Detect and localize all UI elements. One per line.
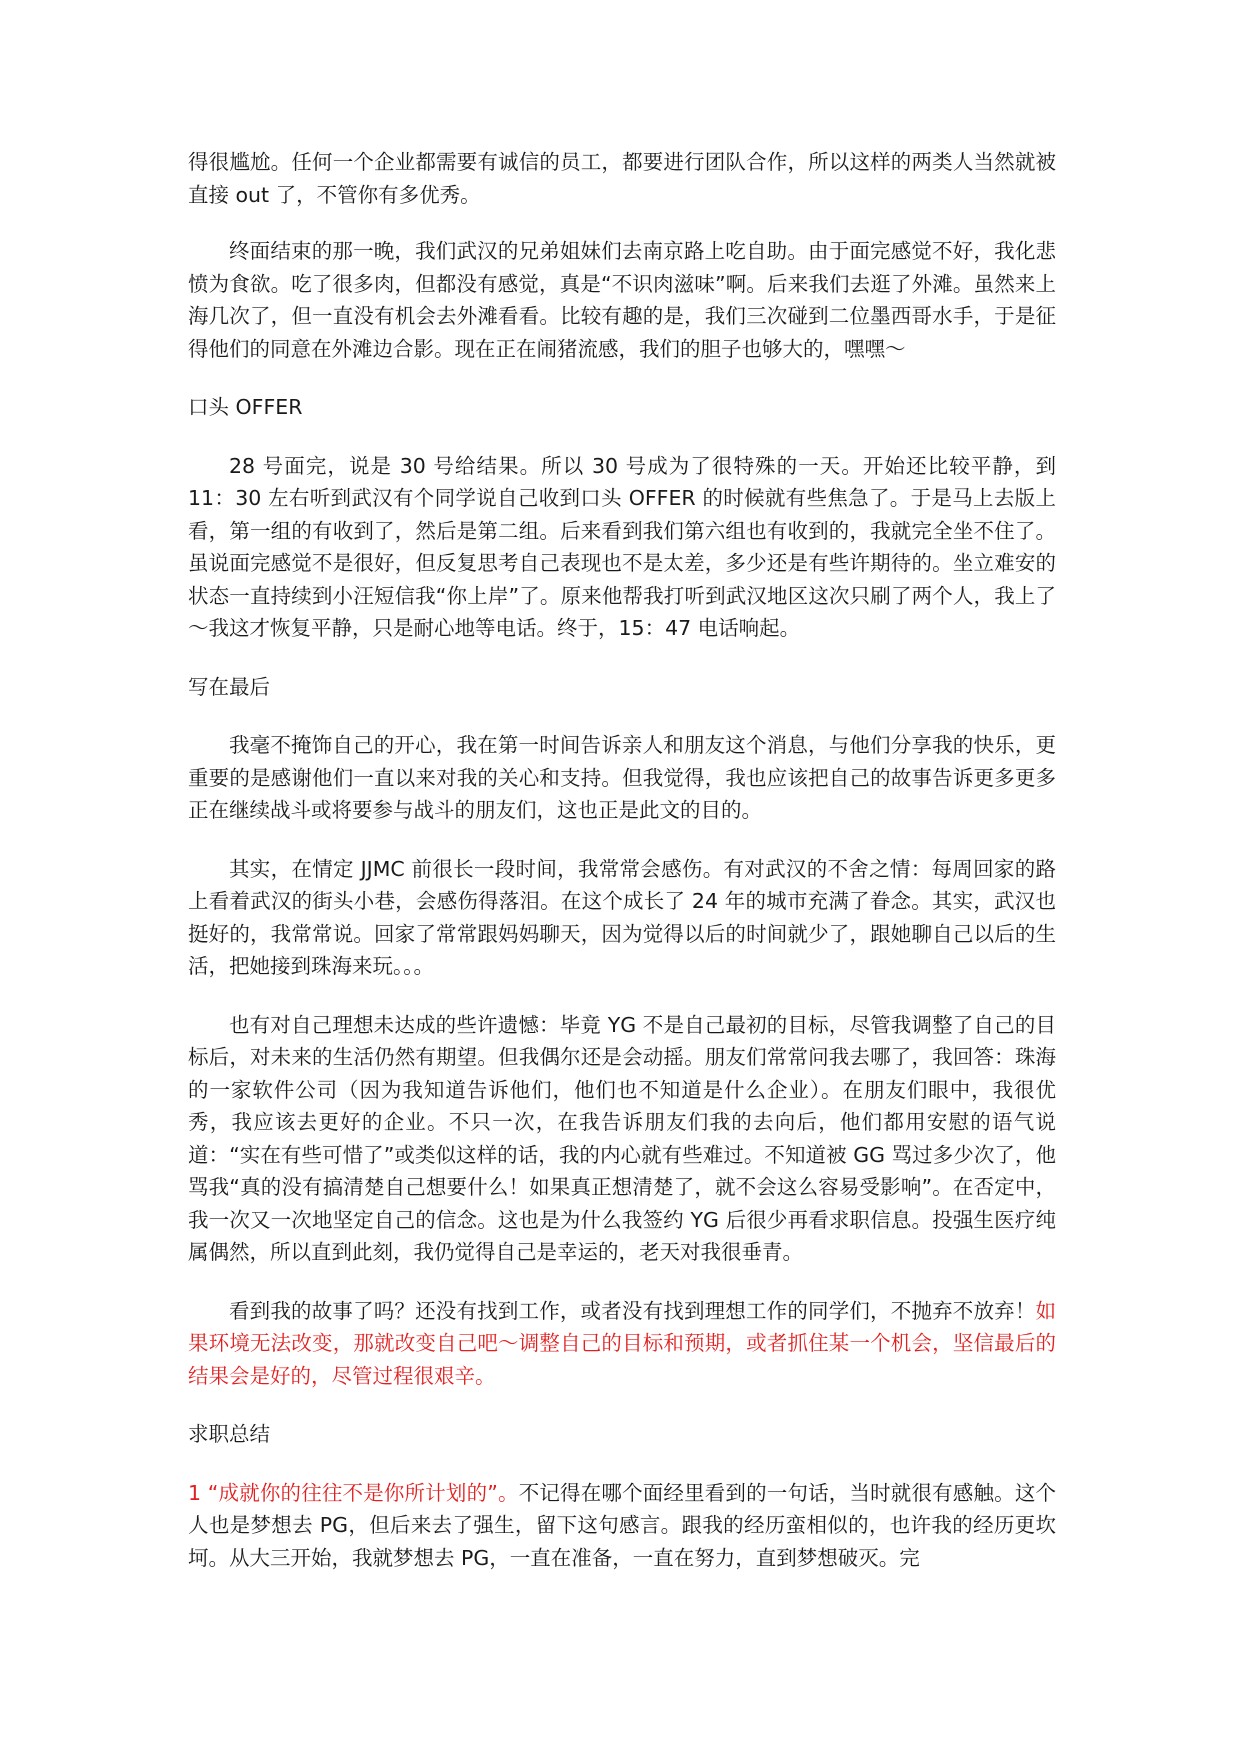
- paragraph-regrets: 也有对自己理想未达成的些许遗憾：毕竟 YG 不是自己最初的目标，尽管我调整了自己的目标后，对未来的生活仍然有期望。但我偶尔还是会动摇。朋友们常常问我去哪了，我回答：珠海的一家软件公司（因为我知道告诉他们，他们也不知道是什么企业）。在朋友们眼中，我很优秀，我应该去更好的企业。不只一次，在我告诉朋友们我的去向后，他们都用安慰的语气说道：“实在有些可惜了”或类似这样的话，我的内心就有些难过。不知道被 GG 骂过多少次了，他骂我“真的没有搞清楚自己想要什么！如果真正想清楚了，就不会这么容易受影响”。在否定中，我一次又一次地坚定自己的信念。这也是为什么我签约 YG 后很少再看求职信息。投强生医疗纯属偶然，所以直到此刻，我仍觉得自己是幸运的，老天对我很垂青。: [188, 1012, 1056, 1264]
- summary-text: 不记得在哪个面经里看到的一句话，当时就很有感触。这个人也是梦想去 PG，但后来去了强生，留下这句感言。跟我的经历蛮相似的，也许我的经历更坎坷。从大三开始，我就梦想去 PG，一直在准备，一直在努力，直到梦想破灭。完: [188, 1480, 1056, 1570]
- section-heading-job-summary: 求职总结: [188, 1422, 270, 1446]
- document-page: [188, 146, 1056, 1574]
- section-heading-closing: 写在最后: [188, 674, 270, 699]
- paragraph-sharing-joy: 我毫不掩饰自己的开心，我在第一时间告诉亲人和朋友这个消息，与他们分享我的快乐，更重要的是感谢他们一直以来对我的关心和支持。但我觉得，我也应该把自己的故事告诉更多更多正在继续战斗或将要参与战斗的朋友们，这也正是此文的目的。: [188, 733, 1056, 822]
- paragraph-encouragement: [188, 1295, 1056, 1393]
- encouragement-text: 看到我的故事了吗？还没有找到工作，或者没有找到理想工作的同学们，不抛弃不放弃！: [229, 1298, 1036, 1323]
- paragraph-integrity: 得很尴尬。任何一个企业都需要有诚信的员工，都要进行团队合作，所以这样的两类人当然就被直接 out 了，不管你有多优秀。: [188, 150, 1056, 207]
- paragraph-offer-day: 28 号面完，说是 30 号给结果。所以 30 号成为了很特殊的一天。开始还比较平静，到 11：30 左右听到武汉有个同学说自己收到口头 OFFER 的时候就有些焦急了。于是马上去版上看，第一组的有收到了，然后是第二组。后来看到我们第六组也有收到的，我就完全坐不住了。虽说面完感觉不是很好，但反复思考自己表现也不是太差，多少还是有些许期待的。坐立难安的状态一直持续到小汪短信我“你上岸”了。原来他帮我打听到武汉地区这次只刷了两个人，我上了～我这才恢复平静，只是耐心地等电话。终于，15：47 电话响起。: [188, 453, 1056, 640]
- paragraph-summary-point-1: [188, 1477, 1056, 1575]
- summary-quote-highlight: 1 “成就你的往往不是你所计划的”。: [188, 1480, 519, 1505]
- section-heading-verbal-offer: 口头 OFFER: [188, 395, 303, 419]
- encouragement-highlight: 如果环境无法改变，那就改变自己吧～调整自己的目标和预期，或者抓住某一个机会，坚信最后的结果会是好的，尽管过程很艰辛。: [188, 1298, 1056, 1388]
- paragraph-final-interview-night: 终面结束的那一晚，我们武汉的兄弟姐妹们去南京路上吃自助。由于面完感觉不好，我化悲愤为食欲。吃了很多肉，但都没有感觉，真是“不识肉滋味”啊。后来我们去逛了外滩。虽然来上海几次了，但一直没有机会去外滩看看。比较有趣的是，我们三次碰到二位墨西哥水手，于是征得他们的同意在外滩边合影。现在正在闹猪流感，我们的胆子也够大的，嘿嘿～: [188, 239, 1056, 361]
- paragraph-wuhan-nostalgia: 其实，在情定 JJMC 前很长一段时间，我常常会感伤。有对武汉的不舍之情：每周回家的路上看着武汉的街头小巷，会感伤得落泪。在这个成长了 24 年的城市充满了眷念。其实，武汉也挺好的，我常常说。回家了常常跟妈妈聊天，因为觉得以后的时间就少了，跟她聊自己以后的生活，把她接到珠海来玩。。。: [188, 856, 1056, 978]
